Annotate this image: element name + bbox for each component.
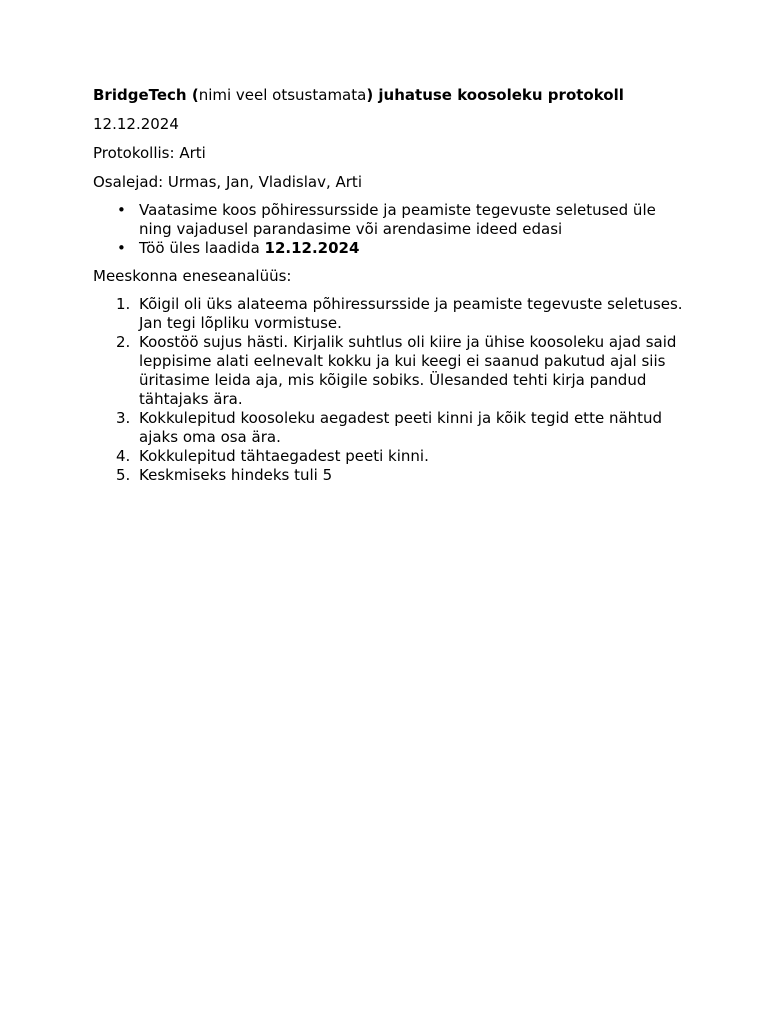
item-number: 1. xyxy=(116,295,131,313)
action-list xyxy=(93,201,693,258)
item-text: Kokkulepitud tähtaegadest peeti kinni. xyxy=(139,447,429,465)
document-page xyxy=(93,86,693,485)
item-text: Kõigil oli üks alateema põhiressursside ja peamiste tegevuste seletuses. Jan tegi lõpliku vormistuse. xyxy=(139,295,683,332)
title-bold-end: ) juhatuse koosoleku protokoll xyxy=(366,86,624,104)
analysis-heading: Meeskonna eneseanalüüs: xyxy=(93,267,292,285)
action-item xyxy=(139,239,693,258)
item-text: Keskmiseks hindeks tuli 5 xyxy=(139,466,333,484)
action-item xyxy=(139,201,693,239)
item-number: 4. xyxy=(116,447,131,465)
meeting-date: 12.12.2024 xyxy=(93,115,179,133)
item-number: 5. xyxy=(116,466,131,484)
upload-date: 12.12.2024 xyxy=(264,239,360,257)
analysis-item xyxy=(116,295,693,333)
document-title xyxy=(93,86,693,105)
analysis-item xyxy=(116,409,693,447)
item-text: Koostöö sujus hästi. Kirjalik suhtlus oli kiire ja ühise koosoleku ajad said leppisime alati eelnevalt kokku ja kui keegi ei saanud pakutud ajal siis üritasime leida aja, mis kõigile sobiks. Ülesanded tehti kirja pandud tähtajaks ära. xyxy=(139,333,677,408)
analysis-item xyxy=(116,466,693,485)
analysis-item xyxy=(116,447,693,466)
action-item-text: Vaatasime koos põhiressursside ja peamiste tegevuste seletused üle ning vajadusel parandasime või arendasime ideed edasi xyxy=(139,201,656,238)
item-number: 2. xyxy=(116,333,131,351)
item-number: 3. xyxy=(116,409,131,427)
title-normal-middle: nimi veel otsustamata xyxy=(198,86,367,104)
recorder-line: Protokollis: Arti xyxy=(93,144,206,162)
action-item-text: Töö üles laadida xyxy=(139,239,265,257)
analysis-list xyxy=(93,295,693,485)
item-text: Kokkulepitud koosoleku aegadest peeti kinni ja kõik tegid ette nähtud ajaks oma osa ära. xyxy=(139,409,663,446)
title-bold-start: BridgeTech ( xyxy=(93,86,199,104)
participants-line: Osalejad: Urmas, Jan, Vladislav, Arti xyxy=(93,173,362,191)
analysis-item xyxy=(116,333,693,409)
